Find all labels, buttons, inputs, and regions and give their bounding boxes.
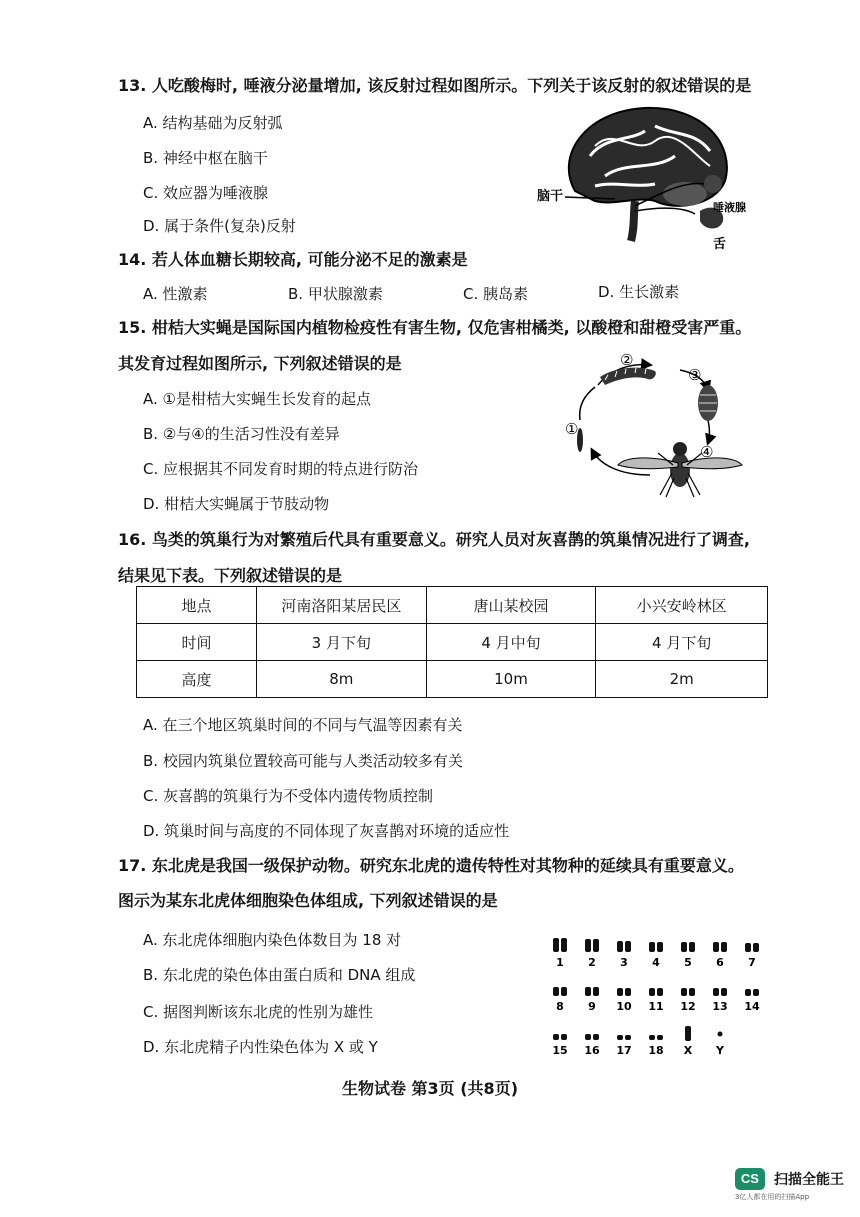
table-cell: 小兴安岭林区 <box>596 587 768 624</box>
q17-option-a: A. 东北虎体细胞内染色体数目为 18 对 <box>143 931 402 949</box>
chromosome-pair <box>649 1035 663 1040</box>
chromosome-label: 12 <box>680 1000 696 1013</box>
scanner-watermark <box>735 1168 844 1202</box>
chromosome-label: 15 <box>552 1044 568 1057</box>
chromosome-pair <box>585 939 599 952</box>
chromosome-pair <box>685 1026 691 1041</box>
q16-stem-line1: 16. 鸟类的筑巢行为对繁殖后代具有重要意义。研究人员对灰喜鹊的筑巢情况进行了调查, <box>118 530 750 549</box>
chromosome-label: 10 <box>616 1000 632 1013</box>
q14-option-a: A. 性激素 <box>143 285 208 303</box>
chromosome-pair <box>617 988 631 996</box>
stage-label-1: ① <box>565 420 579 438</box>
chromosome-label: 11 <box>648 1000 664 1013</box>
table-cell: 时间 <box>137 624 257 661</box>
table-cell: 河南洛阳某居民区 <box>257 587 427 624</box>
table-cell: 4 月下旬 <box>596 624 768 661</box>
q16-stem-line2: 结果见下表。下列叙述错误的是 <box>118 566 343 585</box>
chromosome-label: 8 <box>556 1000 564 1013</box>
chromosome-label: 17 <box>616 1044 632 1057</box>
chromosome-pair <box>553 1034 567 1040</box>
chromosome-label: 6 <box>716 956 724 969</box>
scanner-app-name: 扫描全能王 <box>774 1172 844 1188</box>
q14-option-c: C. 胰岛素 <box>463 285 529 303</box>
chromosome-label: 9 <box>588 1000 596 1013</box>
q17-option-c: C. 据图判断该东北虎的性别为雄性 <box>143 1003 374 1021</box>
chromosome-label: 4 <box>652 956 660 969</box>
chromosome-pair <box>649 942 663 952</box>
table-row <box>137 661 768 698</box>
table-cell: 8m <box>257 661 427 698</box>
q17-option-b: B. 东北虎的染色体由蛋白质和 DNA 组成 <box>143 966 416 984</box>
table-cell: 4 月中旬 <box>426 624 596 661</box>
q13-option-a: A. 结构基础为反射弧 <box>143 114 283 132</box>
stage-label-3: ③ <box>688 366 702 384</box>
table-cell: 高度 <box>137 661 257 698</box>
nesting-table <box>136 586 768 698</box>
table-row <box>137 624 768 661</box>
q13-stem: 13. 人吃酸梅时, 唾液分泌量增加, 该反射过程如图所示。下列关于该反射的叙述错误的是 <box>118 76 752 95</box>
tongue-label: 舌 <box>713 237 727 252</box>
chromosome-pair <box>585 987 599 996</box>
chromosome-pair <box>681 942 695 952</box>
q13-option-b: B. 神经中枢在脑干 <box>143 149 268 167</box>
chromosome-pair <box>553 938 567 952</box>
chromosome-label: 1 <box>556 956 564 969</box>
chromosome-label: X <box>683 1044 693 1057</box>
gland-label: 唾液腺 <box>713 201 746 214</box>
table-cell: 唐山某校园 <box>426 587 596 624</box>
table-cell: 3 月下旬 <box>257 624 427 661</box>
scanner-logo-icon: CS <box>735 1168 765 1190</box>
q17-stem-line1: 17. 东北虎是我国一级保护动物。研究东北虎的遗传特性对其物种的延续具有重要意义。 <box>118 856 744 875</box>
q16-option-b: B. 校园内筑巢位置较高可能与人类活动较多有关 <box>143 752 463 770</box>
page-footer: 生物试卷 第3页 (共8页) <box>341 1079 519 1098</box>
chromosome-pair <box>745 989 759 996</box>
chromosome-pair <box>718 1032 723 1037</box>
q15-option-a: A. ①是柑桔大实蝇生长发育的起点 <box>143 390 371 408</box>
q15-option-c: C. 应根据其不同发育时期的特点进行防治 <box>143 460 419 478</box>
chromosome-label: 5 <box>684 956 692 969</box>
q15-stem-line1: 15. 柑桔大实蝇是国际国内植物检疫性有害生物, 仅危害柑橘类, 以酸橙和甜橙受害严重。 <box>118 318 752 337</box>
scanner-slogan: 3亿人都在用的扫描App <box>734 1193 810 1201</box>
q15-stem-line2: 其发育过程如图所示, 下列叙述错误的是 <box>118 354 402 373</box>
karyotype-figure <box>548 930 778 1060</box>
table-row <box>137 587 768 624</box>
chromosome-label: 14 <box>744 1000 760 1013</box>
q13-option-d: D. 属于条件(复杂)反射 <box>143 217 296 235</box>
chromosome-pair <box>713 942 727 952</box>
q14-option-d: D. 生长激素 <box>598 283 680 301</box>
table-cell: 10m <box>426 661 596 698</box>
chromosome-pair <box>745 943 759 952</box>
chromosome-pair <box>617 1035 631 1040</box>
chromosome-label: 13 <box>712 1000 728 1013</box>
chromosome-pair <box>553 987 567 996</box>
chromosome-label: 16 <box>584 1044 600 1057</box>
q15-option-b: B. ②与④的生活习性没有差异 <box>143 425 340 443</box>
chromosome-label: 3 <box>620 956 628 969</box>
chromosome-pair <box>649 988 663 996</box>
q17-stem-line2: 图示为某东北虎体细胞染色体组成, 下列叙述错误的是 <box>118 891 498 910</box>
chromosome-label: 2 <box>588 956 596 969</box>
brainstem-label: 脑干 <box>537 189 564 204</box>
q16-option-a: A. 在三个地区筑巢时间的不同与气温等因素有关 <box>143 716 463 734</box>
q13-option-c: C. 效应器为唾液腺 <box>143 184 269 202</box>
q14-option-b: B. 甲状腺激素 <box>288 285 383 303</box>
chromosome-label: 18 <box>648 1044 664 1057</box>
q16-option-c: C. 灰喜鹊的筑巢行为不受体内遗传物质控制 <box>143 787 434 805</box>
chromosome-pair <box>585 1034 599 1040</box>
fly-lifecycle-figure <box>560 345 750 505</box>
chromosome-pair <box>681 988 695 996</box>
chromosome-label: Y <box>716 1044 724 1057</box>
chromosome-pair <box>617 941 631 952</box>
table-cell: 2m <box>596 661 768 698</box>
table-cell: 地点 <box>137 587 257 624</box>
q15-option-d: D. 柑桔大实蝇属于节肢动物 <box>143 495 330 513</box>
chromosome-label: 7 <box>748 956 756 969</box>
q14-stem: 14. 若人体血糖长期较高, 可能分泌不足的激素是 <box>118 250 468 269</box>
chromosome-pair <box>713 988 727 996</box>
q17-option-d: D. 东北虎精子内性染色体为 X 或 Y <box>143 1038 378 1056</box>
q16-option-d: D. 筑巢时间与高度的不同体现了灰喜鹊对环境的适应性 <box>143 822 510 840</box>
stage-label-2: ② <box>620 351 634 369</box>
brain-reflex-figure <box>535 96 765 254</box>
stage-label-4: ④ <box>700 443 714 461</box>
